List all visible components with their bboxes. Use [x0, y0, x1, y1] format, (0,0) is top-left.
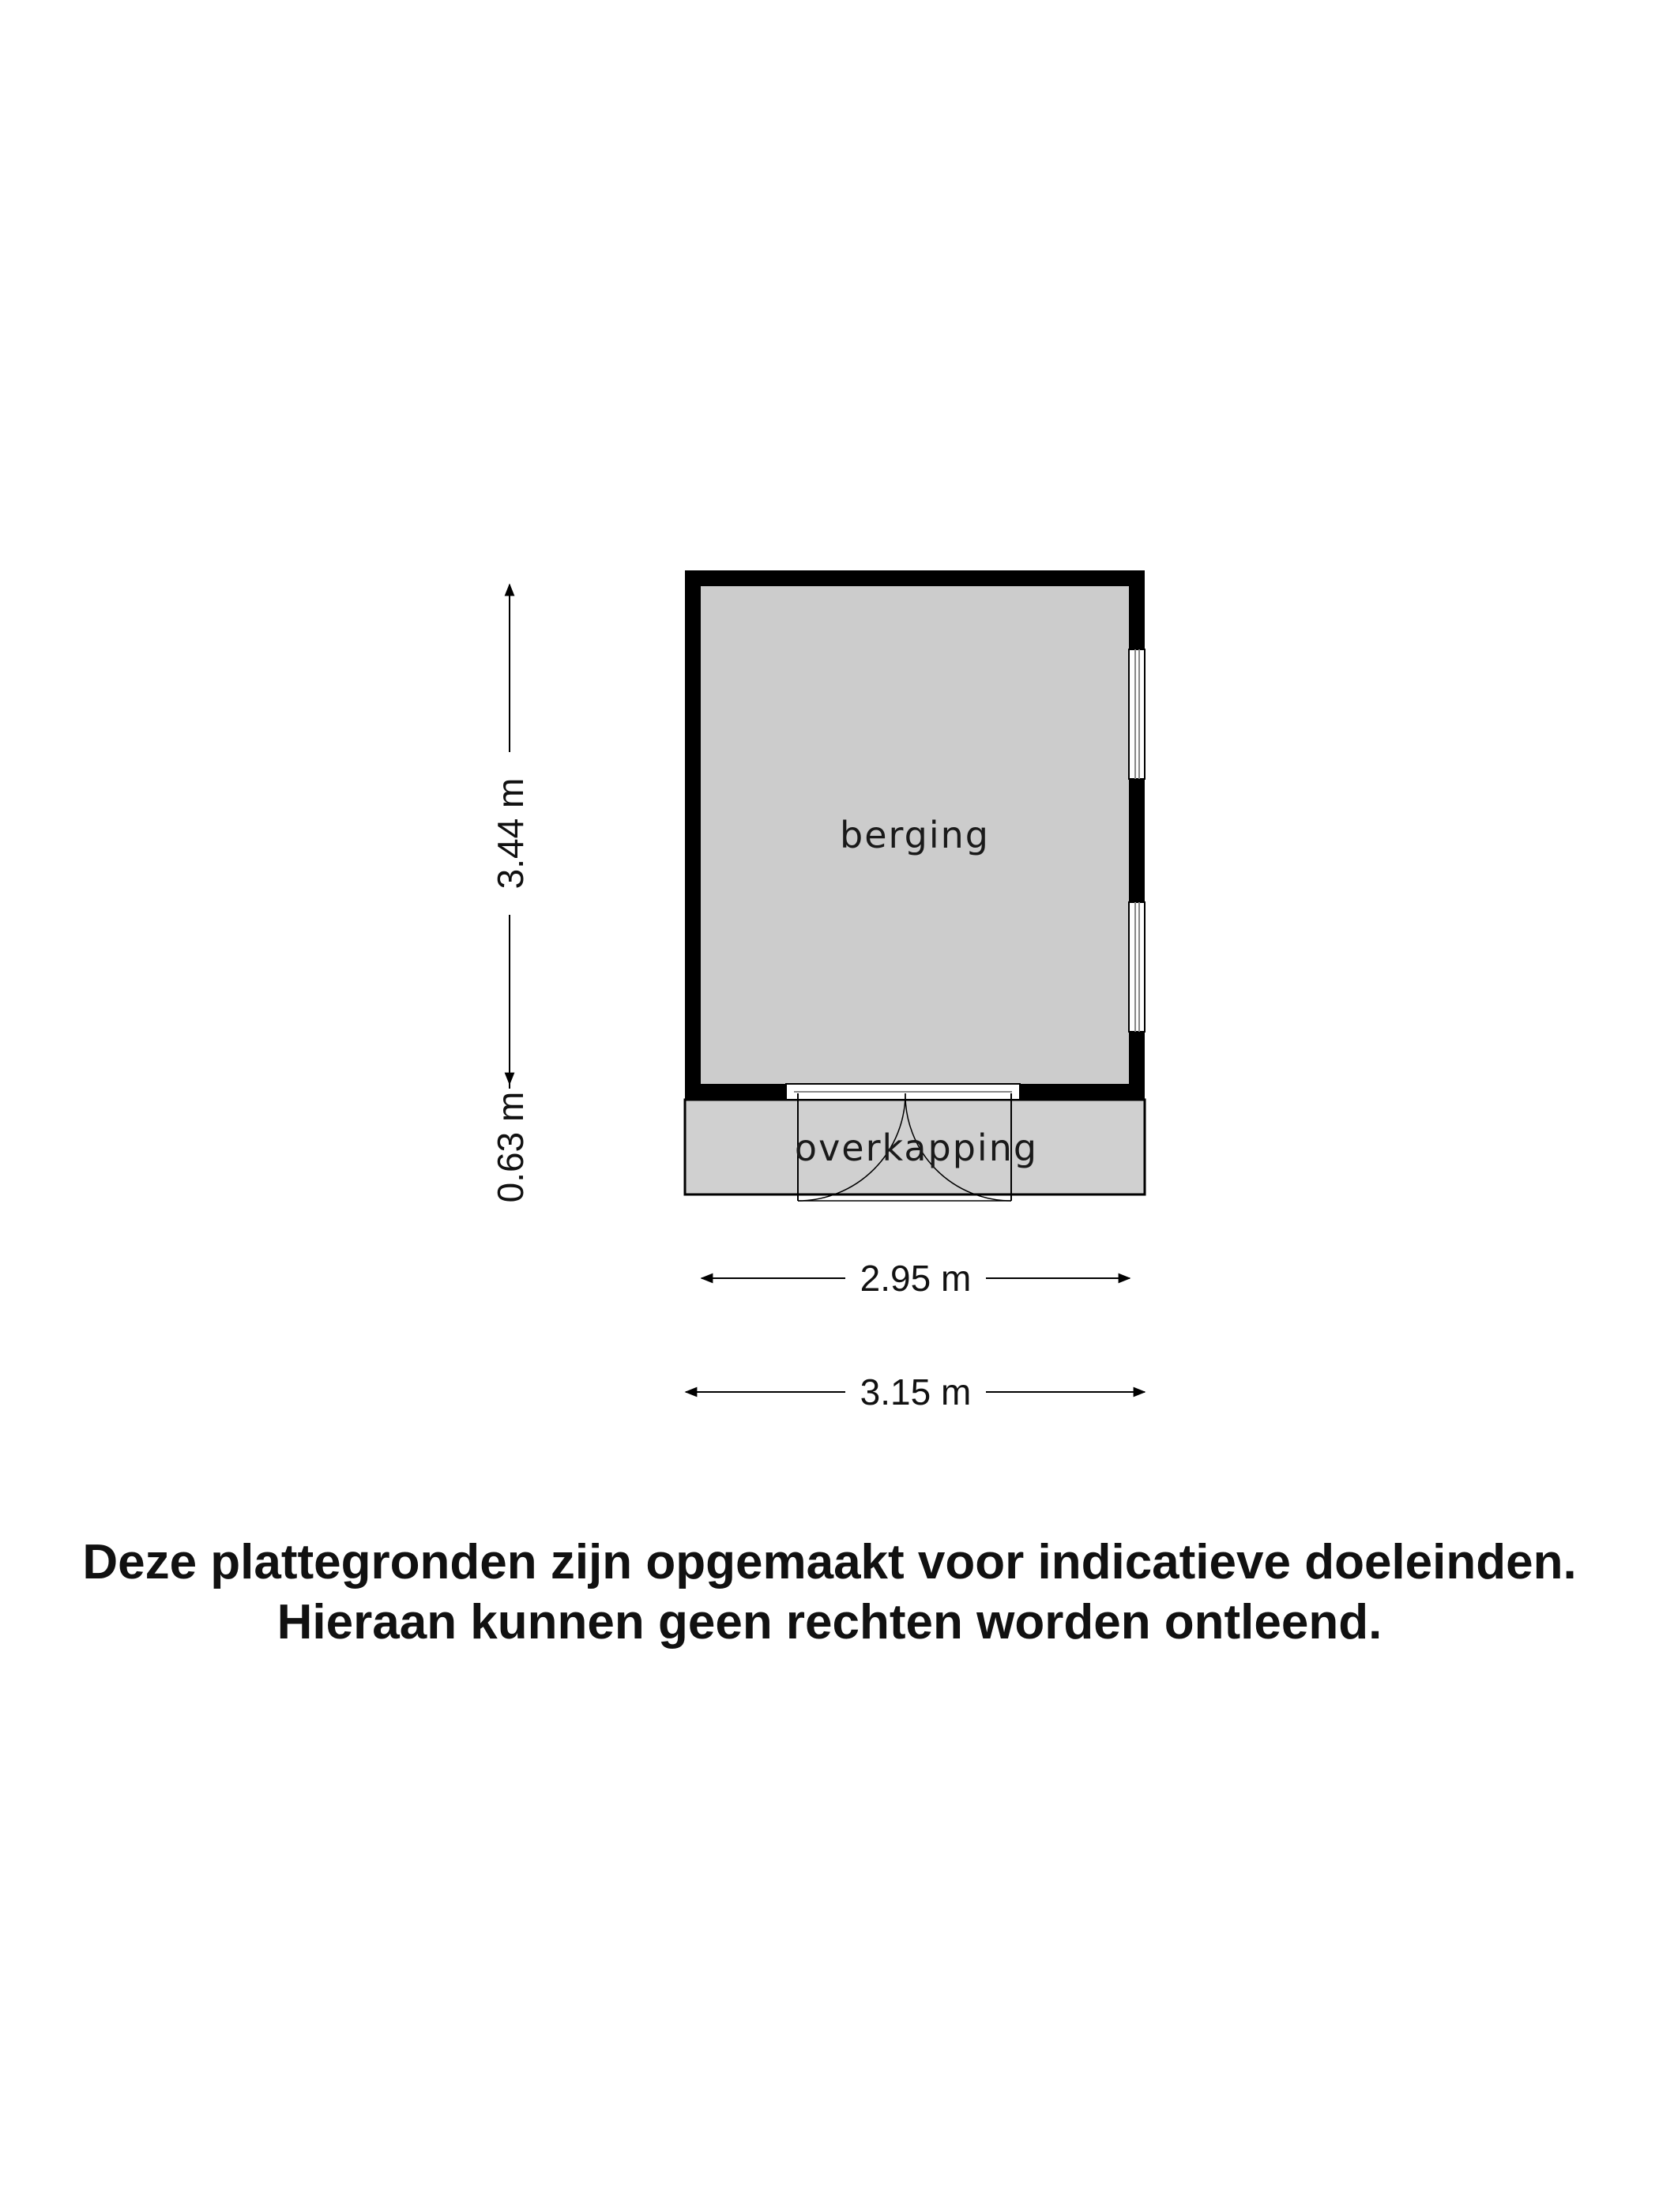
dimension-label-width-inner: 2.95 m [860, 1258, 972, 1299]
disclaimer-line-1: Deze plattegronden zijn opgemaakt voor indicatieve doeleinden. [82, 1535, 1577, 1589]
room-label-storage: berging [840, 814, 990, 856]
dimension-label-height-main: 3.44 m [490, 777, 531, 890]
dimension-label-width-outer: 3.15 m [860, 1371, 972, 1413]
window-right-upper [1129, 649, 1145, 779]
window-right-lower [1129, 902, 1145, 1032]
dimension-width-outer [686, 1371, 1145, 1413]
room-label-canopy: overkapping [794, 1127, 1039, 1169]
dimension-height-main [490, 585, 531, 1084]
dimension-height-canopy [490, 1084, 531, 1202]
dimension-label-height-canopy: 0.63 m [490, 1091, 531, 1203]
dimension-width-inner [702, 1258, 1130, 1299]
disclaimer-line-2: Hieraan kunnen geen rechten worden ontleend. [276, 1595, 1382, 1650]
